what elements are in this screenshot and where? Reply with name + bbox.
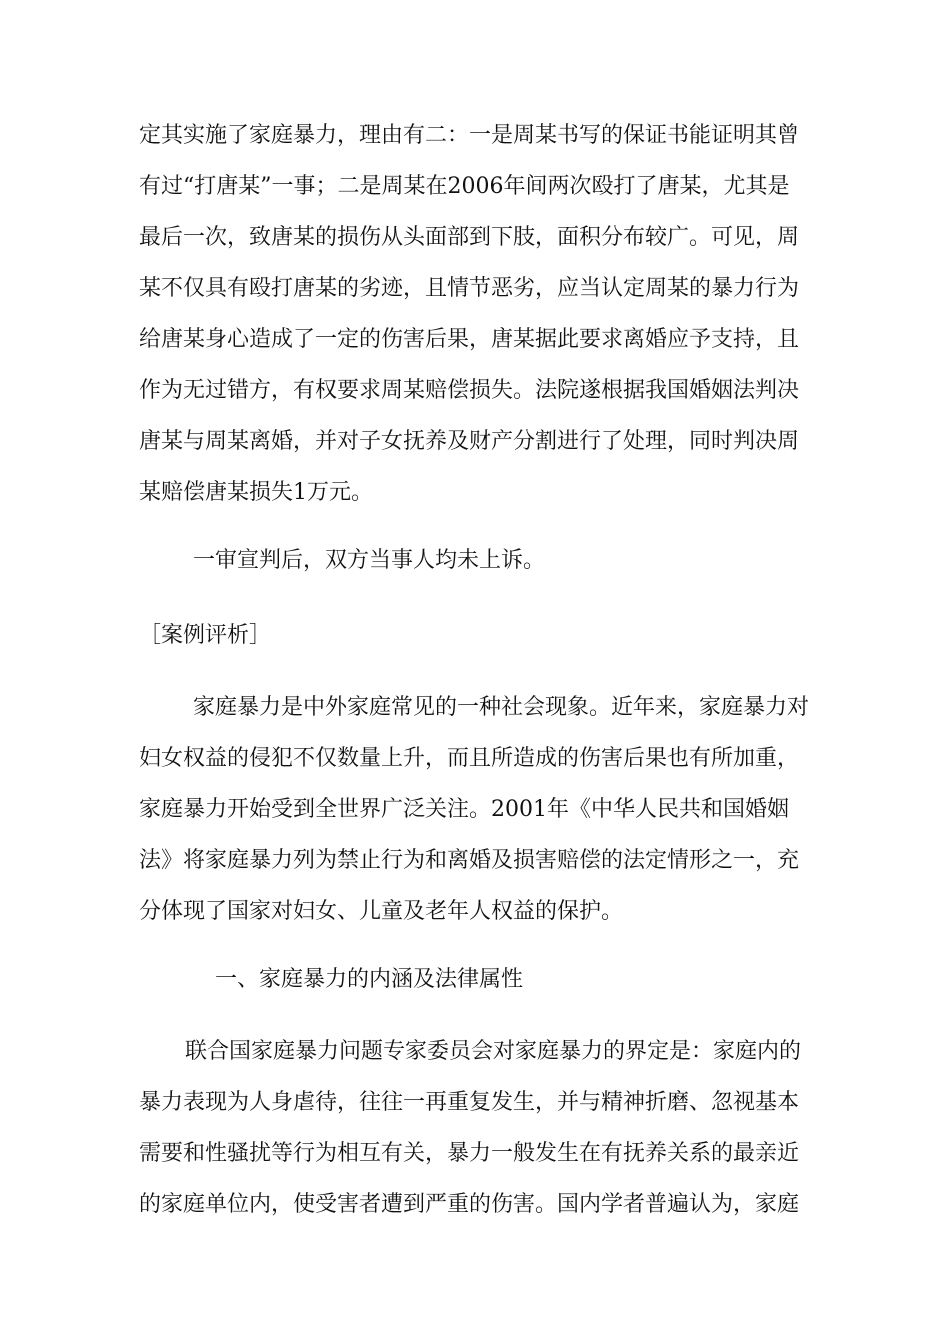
paragraph-1-line-1: 定其实施了家庭暴力，理由有二：一是周某书写的保证书能证明其曾 bbox=[139, 123, 800, 148]
paragraph-1-line-7: 唐某与周某离婚，并对子女抚养及财产分割进行了处理，同时判决周 bbox=[139, 429, 800, 454]
paragraph-4-line-3: 需要和性骚扰等行为相互有关，暴力一般发生在有抚养关系的最亲近 bbox=[139, 1141, 800, 1166]
paragraph-4-line-4: 的家庭单位内，使受害者遭到严重的伤害。国内学者普遍认为，家庭 bbox=[139, 1192, 800, 1217]
paragraph-1-line-5: 给唐某身心造成了一定的伤害后果，唐某据此要求离婚应予支持，且 bbox=[139, 327, 800, 352]
section-label: ［案例评析］ bbox=[139, 623, 272, 648]
paragraph-1-line-8: 某赔偿唐某损失1万元。 bbox=[139, 480, 373, 505]
paragraph-3-line-4: 法》将家庭暴力列为禁止行为和离婚及损害赔偿的法定情形之一，充 bbox=[139, 848, 800, 873]
paragraph-1-line-4: 某不仅具有殴打唐某的劣迹，且情节恶劣，应当认定周某的暴力行为 bbox=[139, 276, 800, 301]
paragraph-3-line-3: 家庭暴力开始受到全世界广泛关注。2001年《中华人民共和国婚姻 bbox=[139, 797, 789, 822]
paragraph-3-line-2: 妇女权益的侵犯不仅数量上升，而且所造成的伤害后果也有所加重， bbox=[139, 746, 800, 771]
section-heading-1: 一、家庭暴力的内涵及法律属性 bbox=[215, 967, 524, 992]
paragraph-1-line-3: 最后一次，致唐某的损伤从头面部到下肢，面积分布较广。可见，周 bbox=[139, 225, 800, 250]
paragraph-3-line-5: 分体现了国家对妇女、儿童及老年人权益的保护。 bbox=[139, 899, 624, 924]
paragraph-4-line-2: 暴力表现为人身虐待，往往一再重复发生，并与精神折磨、忽视基本 bbox=[139, 1090, 800, 1115]
paragraph-1-line-6: 作为无过错方，有权要求周某赔偿损失。法院遂根据我国婚姻法判决 bbox=[139, 378, 800, 403]
paragraph-1-line-2: 有过“打唐某”一事；二是周某在2006年间两次殴打了唐某，尤其是 bbox=[139, 174, 790, 199]
paragraph-2-line-1: 一审宣判后，双方当事人均未上诉。 bbox=[193, 548, 546, 573]
paragraph-3-line-1: 家庭暴力是中外家庭常见的一种社会现象。近年来，家庭暴力对 bbox=[193, 695, 810, 720]
paragraph-4-line-1: 联合国家庭暴力问题专家委员会对家庭暴力的界定是：家庭内的 bbox=[185, 1039, 802, 1064]
